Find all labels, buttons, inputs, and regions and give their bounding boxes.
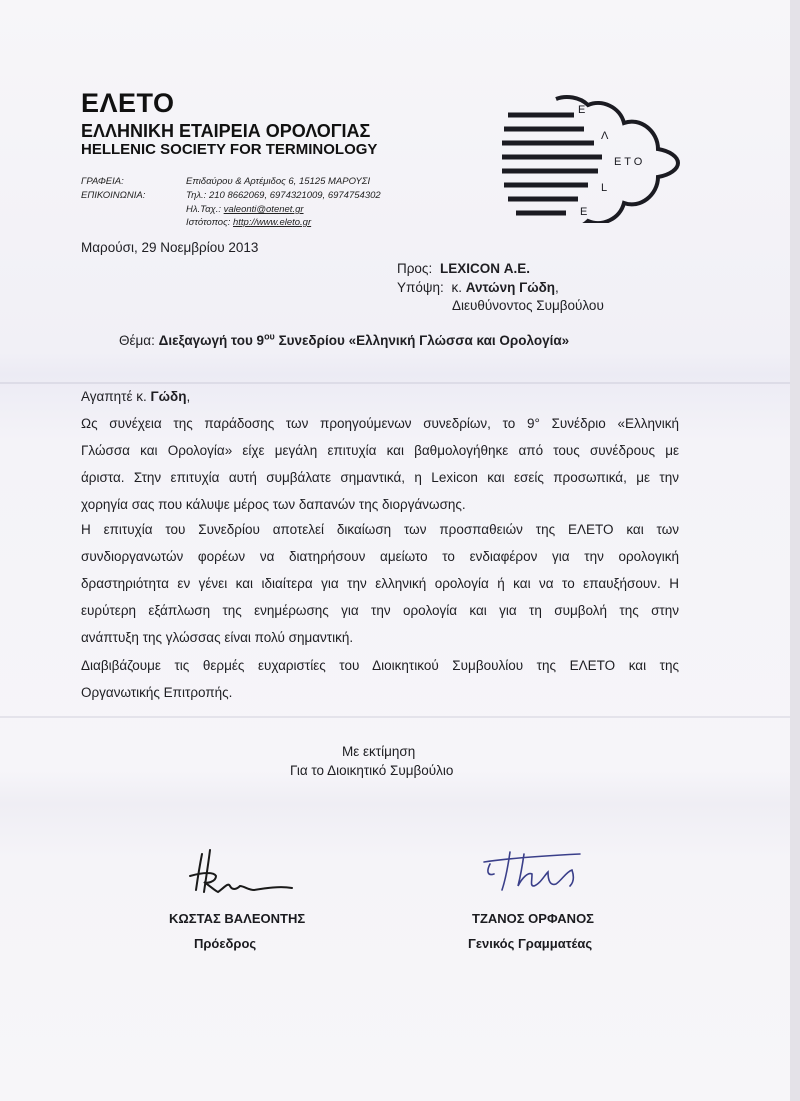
salutation-comma: , xyxy=(186,389,191,404)
paragraph-line: άριστα. Στην επιτυχία αυτή συμβάλατε σημαντικά, η Lexicon και εσείς προσωπικά, με την xyxy=(81,470,679,485)
signatory-2-role: Γενικός Γραμματέας xyxy=(468,936,593,951)
to-company: LEXICON Α.Ε. xyxy=(439,261,530,276)
attn-prefix: κ. xyxy=(451,280,462,295)
paragraph-line: δραστηριότητα εν γένει και ιδιαίτερα για την ελληνική ορολογία ή και να το επαυξήσουν. Η xyxy=(81,576,679,591)
org-name-greek: ΕΛΛΗΝΙΚΗ ΕΤΑΙΡΕΙΑ ΟΡΟΛΟΓΙΑΣ xyxy=(81,121,371,141)
salutation-prefix: Αγαπητέ κ. xyxy=(81,389,147,404)
subject-line xyxy=(119,333,569,348)
fold-crease-lower xyxy=(0,716,790,718)
offices-label: ΓΡΑΦΕΙΑ: xyxy=(81,176,124,187)
email-link[interactable]: valeonti@otenet.gr xyxy=(223,204,304,215)
attn-comma: , xyxy=(555,280,559,295)
paragraph-line: συνδιοργανωτών φορέων να διατηρήσουν αμείωτο το ενδιαφέρον για την ορολογική xyxy=(81,549,679,564)
paragraph-line: ευρύτερη εξάπλωση της ενημέρωσης για την ορολογία και για τη συμβολή της στην xyxy=(81,603,679,618)
contact-label: ΕΠΙΚΟΙΝΩΝΙΑ: xyxy=(81,190,146,201)
closing-regards: Με εκτίμηση xyxy=(342,744,416,759)
address-text: Επιδαύρου & Αρτέμιδος 6, 15125 ΜΑΡΟΥΣΙ xyxy=(186,176,371,187)
email-label: Ηλ.Ταχ.: xyxy=(186,204,221,215)
paragraph-2 xyxy=(81,516,679,651)
attn-title: Διευθύνοντος Συμβούλου xyxy=(452,298,604,313)
web-link[interactable]: http://www.eleto.gr xyxy=(232,217,312,228)
attn-label: Υπόψη: xyxy=(397,280,444,295)
salutation-name: Γώδη xyxy=(150,389,187,404)
signature-president xyxy=(180,842,330,902)
salutation xyxy=(81,389,190,404)
signature-secretary xyxy=(470,842,600,902)
signatory-1-role: Πρόεδρος xyxy=(194,936,257,951)
org-name-english: HELLENIC SOCIETY FOR TERMINOLOGY xyxy=(81,141,378,158)
paper-edge xyxy=(790,0,800,1101)
subject-text: Διεξαγωγή του $9^{o\upsilon}$ Συνεδρίου «Ελληνική Γλώσσα και Ορολογία» xyxy=(158,331,570,348)
paragraph-line: Διαβιβάζουμε τις θερμές ευχαριστίες του Διοικητικού Συμβουλίου της ΕΛΕΤΟ και της xyxy=(81,658,679,673)
web-line xyxy=(186,217,311,228)
fold-crease-upper xyxy=(0,382,790,384)
paragraph-line: χορηγία σας που κάλυψε μέρος των δαπανών της διοργάνωσης. xyxy=(81,497,466,512)
recipient-attn xyxy=(397,280,559,295)
attn-name: Αντώνη Γώδη xyxy=(465,280,556,295)
signatory-2-name: ΤΖΑΝΟΣ ΟΡΦΑΝΟΣ xyxy=(472,911,594,926)
logo-letter-5: E xyxy=(580,206,588,218)
closing-for-board: Για το Διοικητικό Συμβούλιο xyxy=(290,763,454,778)
logo-letter-2: Λ xyxy=(601,130,609,142)
paragraph-1 xyxy=(81,410,679,518)
logo-letter-3: Ε Τ Ο xyxy=(614,156,643,168)
recipient-to xyxy=(397,261,530,276)
phones-text: Τηλ.: 210 8662069, 6974321009, 6974754302 xyxy=(186,190,381,201)
paragraph-line: Οργανωτικής Επιτροπής. xyxy=(81,685,233,700)
email-line xyxy=(186,204,304,215)
signatory-1-name: ΚΩΣΤΑΣ ΒΑΛΕΟΝΤΗΣ xyxy=(169,911,306,926)
logo-letter-1: Ε xyxy=(578,104,586,116)
paragraph-line: Η επιτυχία του Συνεδρίου αποτελεί δικαίωση των προσπαθειών της ΕΛΕΤΟ και των xyxy=(81,522,679,537)
date-line: Μαρούσι, 29 Νοεμβρίου 2013 xyxy=(81,240,259,255)
paragraph-line: Ως συνέχεια της παράδοσης των προηγούμενων συνεδρίων, το 9° Συνέδριο «Ελληνική xyxy=(81,416,679,431)
web-label: Ιστότοπος: xyxy=(186,217,231,228)
eleto-logo xyxy=(498,93,688,223)
paragraph-3 xyxy=(81,652,679,706)
to-label: Προς: xyxy=(397,261,433,276)
paragraph-line: Γλώσσα και Ορολογία» είχε μεγάλη επιτυχία και βαθμολογήθηκε από τους συνέδρους με xyxy=(81,443,679,458)
logo-letter-4: L xyxy=(601,182,608,194)
org-abbreviation: ΕΛΕΤΟ xyxy=(81,88,175,118)
paragraph-line: ανάπτυξη της γλώσσας είναι πολύ σημαντική. xyxy=(81,630,354,645)
subject-label: Θέμα: xyxy=(119,333,155,348)
